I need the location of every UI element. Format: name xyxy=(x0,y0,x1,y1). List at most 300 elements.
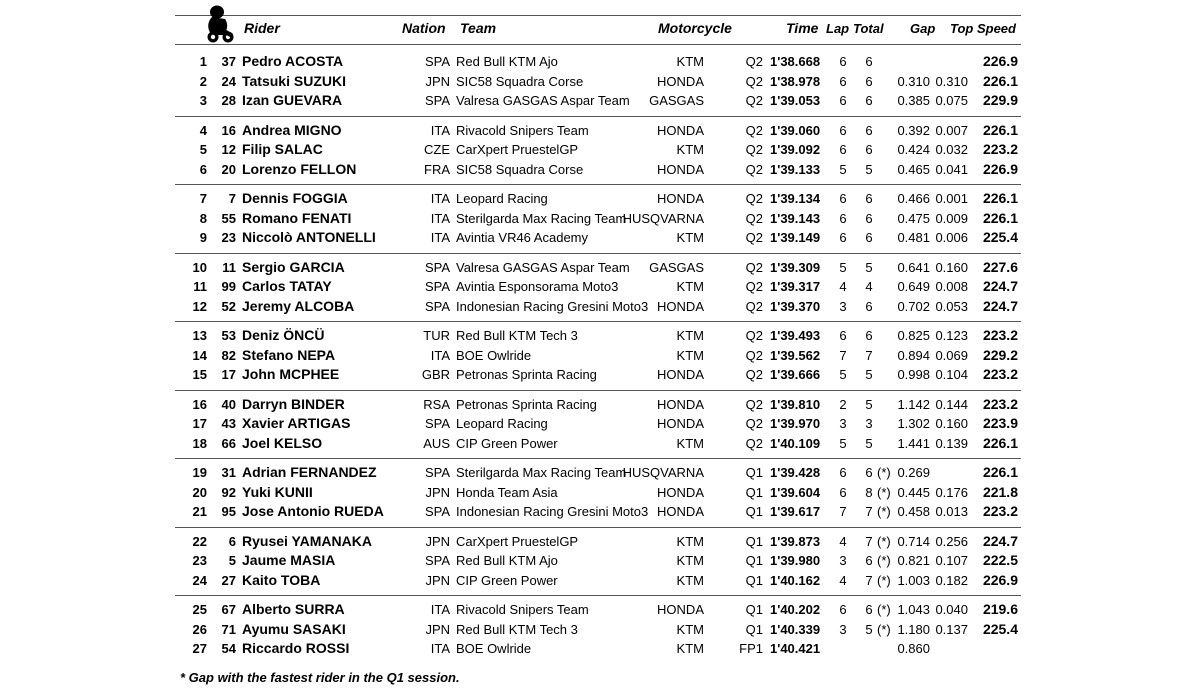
table-row xyxy=(0,327,1200,346)
session-cell: Q2 xyxy=(745,73,763,89)
rider-number-cell: 40 xyxy=(221,396,236,412)
lap-cell: 4 xyxy=(839,279,847,294)
rider-name-cell: Lorenzo FELLON xyxy=(242,160,357,177)
team-cell: SIC58 Squadra Corse xyxy=(456,73,584,89)
rider-name-cell: Sergio GARCIA xyxy=(242,258,345,275)
team-cell: Red Bull KTM Ajo xyxy=(456,553,558,568)
lap-time-cell: 1'39.133 xyxy=(770,161,821,177)
lap-time-cell: 1'39.428 xyxy=(770,465,821,480)
total-laps-cell: 6 xyxy=(865,230,873,245)
team-cell: BOE Owlride xyxy=(456,641,532,656)
gap-cell: 0.269 xyxy=(897,465,930,480)
lap-cell: 6 xyxy=(839,484,847,500)
team-cell: Indonesian Racing Gresini Moto3 xyxy=(456,504,649,519)
rider-name-cell: Niccolò ANTONELLI xyxy=(242,229,376,245)
lap-time-cell: 1'40.202 xyxy=(770,602,821,617)
position-cell: 14 xyxy=(192,347,207,363)
previous-gap-cell: 0.069 xyxy=(935,347,968,363)
group-separator xyxy=(175,527,1021,528)
footnote: * Gap with the fastest rider in the Q1 session. xyxy=(180,670,460,685)
rider-name-cell: Ryusei YAMANAKA xyxy=(242,532,372,549)
motorcycle-cell: KTM xyxy=(676,230,704,245)
session-cell: Q1 xyxy=(745,553,763,568)
group-separator xyxy=(175,595,1021,596)
lap-time-cell: 1'39.317 xyxy=(770,279,821,294)
gap-cell: 0.465 xyxy=(897,161,930,177)
position-cell: 10 xyxy=(192,259,207,275)
motorcycle-cell: HONDA xyxy=(657,73,704,89)
table-row xyxy=(0,396,1200,415)
previous-gap-cell: 0.104 xyxy=(935,367,968,382)
position-cell: 21 xyxy=(192,504,207,519)
header-lap: Lap xyxy=(826,21,850,36)
lap-time-cell: 1'39.143 xyxy=(770,210,821,226)
table-row xyxy=(0,73,1200,92)
position-cell: 3 xyxy=(199,93,207,108)
lap-time-cell: 1'39.604 xyxy=(770,484,821,500)
lap-time-cell: 1'39.810 xyxy=(770,396,821,412)
lap-time-cell: 1'39.134 xyxy=(770,191,821,206)
total-laps-cell: 6 xyxy=(865,602,873,617)
lap-cell: 5 xyxy=(839,161,847,177)
total-laps-cell: 5 xyxy=(865,161,873,177)
lap-time-cell: 1'40.109 xyxy=(770,435,821,451)
total-laps-cell: 6 xyxy=(865,73,873,89)
previous-gap-cell: 0.075 xyxy=(935,93,968,108)
lap-time-cell: 1'39.060 xyxy=(770,122,821,138)
team-cell: Indonesian Racing Gresini Moto3 xyxy=(456,298,649,314)
rider-name-cell: Jaume MASIA xyxy=(242,552,336,568)
table-row xyxy=(0,552,1200,571)
q1-marker-cell: (*) xyxy=(877,602,891,617)
team-cell: Red Bull KTM Tech 3 xyxy=(456,621,578,637)
rider-number-cell: 67 xyxy=(221,602,236,617)
top-speed-cell: 226.1 xyxy=(982,72,1018,89)
gap-cell: 0.475 xyxy=(897,210,930,226)
team-cell: Red Bull KTM Tech 3 xyxy=(456,328,578,343)
previous-gap-cell: 0.176 xyxy=(935,484,968,500)
total-laps-cell: 7 xyxy=(865,572,873,588)
session-cell: Q1 xyxy=(745,504,763,519)
position-cell: 18 xyxy=(192,435,207,451)
rider-number-cell: 54 xyxy=(221,641,236,656)
gap-cell: 0.458 xyxy=(897,504,930,519)
lap-time-cell: 1'39.309 xyxy=(770,259,821,275)
lap-cell: 7 xyxy=(839,504,847,519)
total-laps-cell: 5 xyxy=(865,259,873,275)
team-cell: Red Bull KTM Ajo xyxy=(456,54,558,69)
gap-cell: 0.385 xyxy=(897,93,930,108)
lap-cell: 6 xyxy=(839,191,847,206)
top-speed-cell: 226.9 xyxy=(982,571,1018,588)
rider-number-cell: 27 xyxy=(221,572,236,588)
group-separator xyxy=(175,116,1021,117)
rider-name-cell: Kaito TOBA xyxy=(242,571,321,588)
table-row xyxy=(0,621,1200,640)
nation-cell: RSA xyxy=(423,396,450,412)
rider-name-cell: Romano FENATI xyxy=(242,209,352,226)
nation-cell: ITA xyxy=(430,230,450,245)
previous-gap-cell: 0.007 xyxy=(935,122,968,138)
header-total: Total xyxy=(853,21,884,36)
team-cell: Valresa GASGAS Aspar Team xyxy=(456,93,630,108)
rider-number-cell: 16 xyxy=(221,122,236,138)
rider-name-cell: Tatsuki SUZUKI xyxy=(242,72,346,89)
position-cell: 15 xyxy=(192,367,207,382)
motorcycle-cell: HONDA xyxy=(657,298,704,314)
gap-cell: 1.302 xyxy=(897,416,930,431)
table-row xyxy=(0,572,1200,591)
position-cell: 24 xyxy=(192,572,207,588)
header-rider: Rider xyxy=(244,20,280,36)
top-speed-cell: 226.1 xyxy=(982,121,1018,138)
gap-cell: 0.894 xyxy=(897,347,930,363)
total-laps-cell: 6 xyxy=(865,328,873,343)
top-speed-cell: 223.9 xyxy=(982,415,1018,431)
session-cell: Q1 xyxy=(745,533,763,549)
lap-cell: 3 xyxy=(839,298,847,314)
session-cell: Q2 xyxy=(745,328,763,343)
table-row xyxy=(0,122,1200,141)
rider-name-cell: Jeremy ALCOBA xyxy=(242,297,355,314)
nation-cell: ITA xyxy=(430,602,450,617)
team-cell: Rivacold Snipers Team xyxy=(456,122,589,138)
team-cell: Valresa GASGAS Aspar Team xyxy=(456,259,630,275)
rider-number-cell: 31 xyxy=(221,465,236,480)
table-row xyxy=(0,190,1200,209)
rider-name-cell: Dennis FOGGIA xyxy=(242,190,348,206)
lap-time-cell: 1'39.493 xyxy=(770,328,821,343)
gap-cell: 0.714 xyxy=(897,533,930,549)
previous-gap-cell: 0.008 xyxy=(935,279,968,294)
group-separator xyxy=(175,184,1021,185)
previous-gap-cell: 0.139 xyxy=(935,435,968,451)
session-cell: Q2 xyxy=(745,230,763,245)
gap-cell: 0.466 xyxy=(897,191,930,206)
header-nation: Nation xyxy=(402,20,446,36)
lap-cell: 3 xyxy=(839,621,847,637)
nation-cell: ITA xyxy=(430,210,450,226)
header-top-speed: Top Speed xyxy=(950,21,1016,36)
group-separator xyxy=(175,458,1021,459)
position-cell: 23 xyxy=(192,553,207,568)
rider-number-cell: 66 xyxy=(221,435,236,451)
total-laps-cell: 6 xyxy=(865,142,873,157)
gap-cell: 0.702 xyxy=(897,298,930,314)
gap-cell: 0.310 xyxy=(897,73,930,89)
table-row xyxy=(0,298,1200,317)
nation-cell: SPA xyxy=(424,54,450,69)
total-laps-cell: 6 xyxy=(865,191,873,206)
session-cell: Q1 xyxy=(745,572,763,588)
rider-number-cell: 95 xyxy=(221,504,236,519)
team-cell: Avintia VR46 Academy xyxy=(456,230,588,245)
position-cell: 2 xyxy=(199,73,207,89)
session-cell: Q2 xyxy=(745,259,763,275)
rider-number-cell: 20 xyxy=(221,161,236,177)
position-cell: 4 xyxy=(199,122,207,138)
rider-name-cell: Pedro ACOSTA xyxy=(242,53,344,69)
team-cell: CarXpert PruestelGP xyxy=(456,142,579,157)
rider-number-cell: 23 xyxy=(221,230,236,245)
total-laps-cell: 8 xyxy=(865,484,873,500)
q1-marker-cell: (*) xyxy=(877,533,891,549)
previous-gap-cell: 0.107 xyxy=(935,553,968,568)
session-cell: FP1 xyxy=(739,641,763,656)
rider-number-cell: 7 xyxy=(228,191,236,206)
top-speed-cell: 223.2 xyxy=(982,503,1018,519)
position-cell: 12 xyxy=(192,298,207,314)
total-laps-cell: 6 xyxy=(865,54,873,69)
rider-name-cell: Filip SALAC xyxy=(242,141,323,157)
nation-cell: SPA xyxy=(424,504,450,519)
total-laps-cell: 6 xyxy=(865,122,873,138)
team-cell: Petronas Sprinta Racing xyxy=(456,367,597,382)
team-cell: BOE Owlride xyxy=(456,347,532,363)
motorcycle-cell: HONDA xyxy=(657,396,704,412)
lap-cell: 6 xyxy=(839,142,847,157)
top-speed-cell: 225.4 xyxy=(982,229,1018,245)
rider-name-cell: Darryn BINDER xyxy=(242,395,345,412)
team-cell: Leopard Racing xyxy=(456,416,548,431)
top-speed-cell: 229.9 xyxy=(982,92,1018,108)
rider-number-cell: 6 xyxy=(228,533,236,549)
motorcycle-cell: KTM xyxy=(676,621,704,637)
rider-name-cell: Yuki KUNII xyxy=(242,483,313,500)
previous-gap-cell: 0.160 xyxy=(935,259,968,275)
total-laps-cell: 7 xyxy=(865,347,873,363)
previous-gap-cell: 0.040 xyxy=(935,602,968,617)
nation-cell: SPA xyxy=(424,259,450,275)
top-rule xyxy=(175,15,1021,16)
gap-cell: 1.043 xyxy=(897,602,930,617)
lap-cell: 6 xyxy=(839,122,847,138)
table-row xyxy=(0,640,1200,659)
table-row xyxy=(0,435,1200,454)
rider-number-cell: 99 xyxy=(221,279,236,294)
motorcycle-rider-icon xyxy=(203,4,237,44)
session-cell: Q1 xyxy=(745,484,763,500)
rider-name-cell: John MCPHEE xyxy=(242,366,340,382)
rider-number-cell: 92 xyxy=(221,484,236,500)
previous-gap-cell: 0.041 xyxy=(935,161,968,177)
position-cell: 6 xyxy=(199,161,207,177)
session-cell: Q1 xyxy=(745,465,763,480)
position-cell: 20 xyxy=(192,484,207,500)
header-rule xyxy=(175,44,1021,45)
table-row xyxy=(0,161,1200,180)
position-cell: 7 xyxy=(199,191,207,206)
rider-number-cell: 37 xyxy=(221,54,236,69)
lap-time-cell: 1'39.562 xyxy=(770,347,821,363)
lap-time-cell: 1'39.617 xyxy=(770,504,821,519)
session-cell: Q2 xyxy=(745,161,763,177)
lap-cell: 7 xyxy=(839,347,847,363)
previous-gap-cell: 0.001 xyxy=(935,191,968,206)
motorcycle-cell: HONDA xyxy=(657,191,704,206)
lap-time-cell: 1'38.668 xyxy=(770,54,821,69)
table-row xyxy=(0,278,1200,297)
nation-cell: ITA xyxy=(430,122,450,138)
rider-name-cell: Deniz ÖNCÜ xyxy=(242,327,325,343)
lap-cell: 3 xyxy=(839,416,847,431)
lap-cell: 3 xyxy=(839,553,847,568)
position-cell: 16 xyxy=(192,396,207,412)
table-row xyxy=(0,259,1200,278)
motorcycle-cell: KTM xyxy=(676,572,704,588)
motorcycle-cell: KTM xyxy=(676,435,704,451)
lap-cell: 5 xyxy=(839,435,847,451)
previous-gap-cell: 0.123 xyxy=(935,328,968,343)
lap-cell: 6 xyxy=(839,73,847,89)
lap-time-cell: 1'39.970 xyxy=(770,416,821,431)
rider-name-cell: Alberto SURRA xyxy=(242,601,345,617)
gap-cell: 0.649 xyxy=(897,279,930,294)
lap-cell: 6 xyxy=(839,602,847,617)
previous-gap-cell: 0.182 xyxy=(935,572,968,588)
total-laps-cell: 6 xyxy=(865,553,873,568)
motorcycle-cell: HONDA xyxy=(657,504,704,519)
session-cell: Q2 xyxy=(745,367,763,382)
gap-cell: 0.998 xyxy=(897,367,930,382)
lap-time-cell: 1'39.149 xyxy=(770,230,821,245)
table-row xyxy=(0,141,1200,160)
motorcycle-cell: KTM xyxy=(676,328,704,343)
previous-gap-cell: 0.137 xyxy=(935,621,968,637)
rider-number-cell: 17 xyxy=(221,367,236,382)
previous-gap-cell: 0.032 xyxy=(935,142,968,157)
team-cell: CIP Green Power xyxy=(456,435,558,451)
motorcycle-cell: KTM xyxy=(676,641,704,656)
session-cell: Q2 xyxy=(745,122,763,138)
top-speed-cell: 221.8 xyxy=(982,483,1018,500)
top-speed-cell: 226.1 xyxy=(982,434,1018,451)
gap-cell: 0.641 xyxy=(897,259,930,275)
nation-cell: JPN xyxy=(425,73,450,89)
top-speed-cell: 229.2 xyxy=(982,346,1018,363)
team-cell: Rivacold Snipers Team xyxy=(456,602,589,617)
motorcycle-cell: GASGAS xyxy=(649,259,704,275)
position-cell: 26 xyxy=(192,621,207,637)
lap-cell: 6 xyxy=(839,210,847,226)
q1-marker-cell: (*) xyxy=(877,572,891,588)
lap-time-cell: 1'39.370 xyxy=(770,298,821,314)
group-separator xyxy=(175,390,1021,391)
gap-cell: 1.003 xyxy=(897,572,930,588)
top-speed-cell: 226.9 xyxy=(982,53,1018,69)
team-cell: Sterilgarda Max Racing Team xyxy=(456,210,627,226)
session-cell: Q2 xyxy=(745,347,763,363)
nation-cell: SPA xyxy=(424,416,450,431)
top-speed-cell: 223.2 xyxy=(982,395,1018,412)
top-speed-cell: 224.7 xyxy=(982,532,1018,549)
lap-cell: 4 xyxy=(839,533,847,549)
lap-time-cell: 1'40.339 xyxy=(770,621,821,637)
lap-cell: 6 xyxy=(839,465,847,480)
motorcycle-cell: HONDA xyxy=(657,367,704,382)
gap-cell: 0.821 xyxy=(897,553,930,568)
top-speed-cell: 224.7 xyxy=(982,297,1018,314)
motorcycle-cell: KTM xyxy=(676,142,704,157)
previous-gap-cell: 0.006 xyxy=(935,230,968,245)
position-cell: 9 xyxy=(199,230,207,245)
position-cell: 17 xyxy=(192,416,207,431)
top-speed-cell: 226.1 xyxy=(982,464,1018,480)
gap-cell: 1.180 xyxy=(897,621,930,637)
session-cell: Q2 xyxy=(745,396,763,412)
gap-cell: 0.445 xyxy=(897,484,930,500)
table-row xyxy=(0,533,1200,552)
previous-gap-cell: 0.310 xyxy=(935,73,968,89)
previous-gap-cell: 0.160 xyxy=(935,416,968,431)
position-cell: 27 xyxy=(192,641,207,656)
lap-cell: 6 xyxy=(839,93,847,108)
q1-marker-cell: (*) xyxy=(877,621,891,637)
team-cell: SIC58 Squadra Corse xyxy=(456,161,584,177)
top-speed-cell: 226.1 xyxy=(982,209,1018,226)
q1-marker-cell: (*) xyxy=(877,465,891,480)
gap-cell: 0.424 xyxy=(897,142,930,157)
lap-time-cell: 1'39.873 xyxy=(770,533,821,549)
motorcycle-cell: KTM xyxy=(676,533,704,549)
lap-cell: 6 xyxy=(839,230,847,245)
team-cell: Leopard Racing xyxy=(456,191,548,206)
group-separator xyxy=(175,321,1021,322)
lap-time-cell: 1'39.666 xyxy=(770,367,821,382)
team-cell: Honda Team Asia xyxy=(456,484,558,500)
previous-gap-cell: 0.144 xyxy=(935,396,968,412)
gap-cell: 0.481 xyxy=(897,230,930,245)
top-speed-cell: 223.2 xyxy=(982,327,1018,343)
total-laps-cell: 5 xyxy=(865,396,873,412)
previous-gap-cell: 0.009 xyxy=(935,210,968,226)
table-row xyxy=(0,366,1200,385)
gap-cell: 1.441 xyxy=(897,435,930,451)
total-laps-cell: 3 xyxy=(865,416,873,431)
team-cell: CarXpert PruestelGP xyxy=(456,533,579,549)
position-cell: 1 xyxy=(199,54,207,69)
nation-cell: JPN xyxy=(425,533,450,549)
session-cell: Q2 xyxy=(745,210,763,226)
motorcycle-cell: HUSQVARNA xyxy=(622,465,704,480)
header-gap: Gap xyxy=(910,21,936,36)
lap-cell: 5 xyxy=(839,259,847,275)
rider-number-cell: 82 xyxy=(221,347,236,363)
motorcycle-cell: HONDA xyxy=(657,122,704,138)
gap-cell: 1.142 xyxy=(897,396,930,412)
team-cell: Sterilgarda Max Racing Team xyxy=(456,465,627,480)
top-speed-cell: 219.6 xyxy=(982,601,1018,617)
total-laps-cell: 5 xyxy=(865,367,873,382)
header-time: Time xyxy=(786,20,819,36)
total-laps-cell: 7 xyxy=(865,504,873,519)
rider-name-cell: Riccardo ROSSI xyxy=(242,640,350,656)
nation-cell: JPN xyxy=(425,621,450,637)
gap-cell: 0.825 xyxy=(897,328,930,343)
top-speed-cell: 223.2 xyxy=(982,141,1018,157)
motorcycle-cell: HONDA xyxy=(657,416,704,431)
table-row xyxy=(0,229,1200,248)
motorcycle-cell: HONDA xyxy=(657,161,704,177)
table-row xyxy=(0,92,1200,111)
top-speed-cell: 226.1 xyxy=(982,190,1018,206)
previous-gap-cell: 0.013 xyxy=(935,504,968,519)
nation-cell: AUS xyxy=(423,435,450,451)
rider-name-cell: Joel KELSO xyxy=(242,434,323,451)
nation-cell: ITA xyxy=(430,641,450,656)
top-speed-cell: 225.4 xyxy=(982,620,1018,637)
session-cell: Q2 xyxy=(745,416,763,431)
